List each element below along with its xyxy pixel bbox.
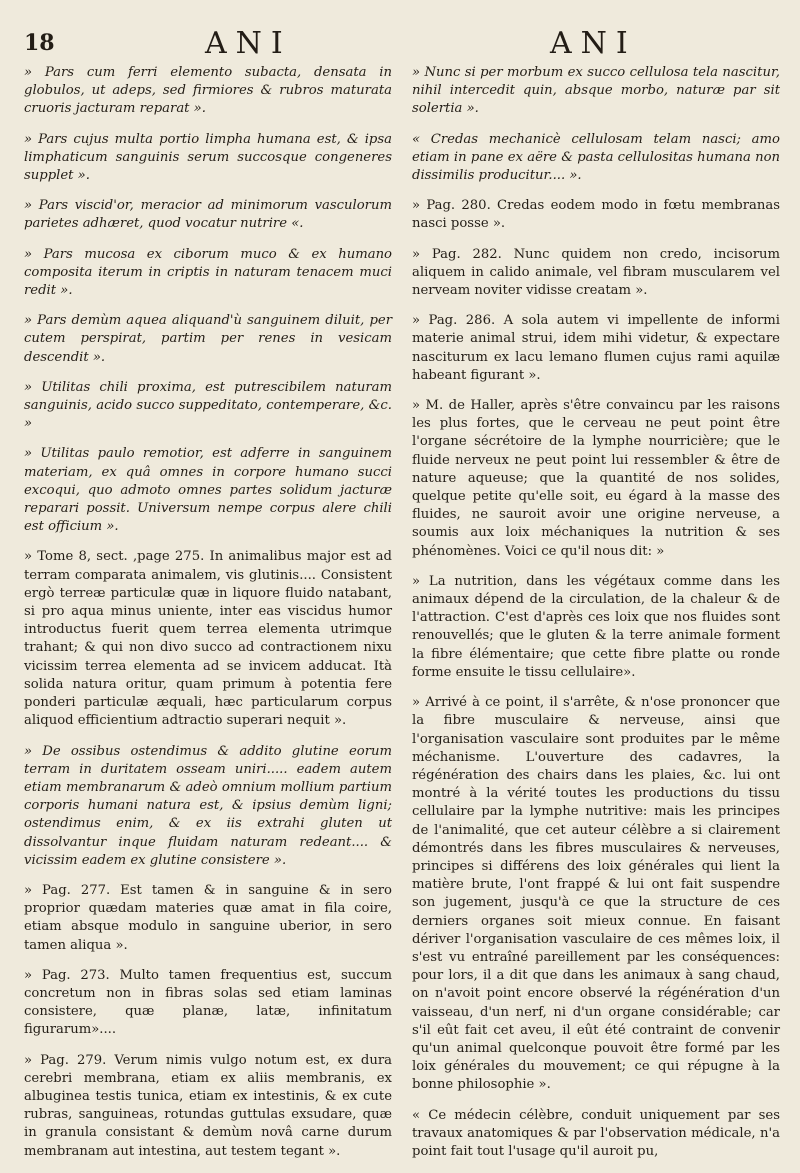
paragraph: » De ossibus ostendimus & addito glutine eorum terram in duritatem osseam uniri..... eadem autem etiam membranarum & adeò omnium mollium partium corporis humani natura est, & ipsius demùm ligni; ostendimus enim, & ex iis extrahi gluten ut dissolvantur inque fluidam naturam redeant.... & vicissim eadem ex glutine consistere ».	[24, 743, 392, 868]
paragraph: » Pag. 280. Credas eodem modo in fœtu membranas nasci posse ».	[412, 198, 780, 232]
paragraph: » Tome 8, sect. ,page 275. In animalibus major est ad terram comparata animalem, vis glutinis.... Consistent ergò terreæ particulæ quæ in liquore fluido natabant, si pro aqua minus uniente, inter eas viscidus humor introductus fuerit quem terrea elementa utrimque trahant; & qui non divo succo ad contractionem nixu vicissim terrea elementa ad se invicem adducat. Ità solida natura oritur, quam primum à potentia fere ponderi particulæ æquali, hæc particularum corpus aliquod efficientium adtractio superari nequit ».	[24, 549, 392, 729]
paragraph: » Pag. 286. A sola autem vi impellente de informi materie animal strui, idem mihi videtur, & expectare nasciturum ex lacu lemano flumen cujus rami aquilæ habeant figurant ».	[412, 313, 780, 383]
paragraph: » Pag. 282. Nunc quidem non credo, incisorum aliquem in calido animale, vel fibram muscularem vel nerveam noviter vidisse creatam ».	[412, 246, 780, 299]
paragraph: » Pars cujus multa portio limpha humana est, & ipsa limphaticum sanguinis serum succosque congeneres supplet ».	[24, 131, 392, 184]
paragraph: « Ce médecin célèbre, conduit uniquement par ses travaux anatomiques & par l'observation médicale, n'a point fait tout l'usage qu'il auroit pu,	[412, 1107, 780, 1159]
paragraph: » Utilitas chili proxima, est putrescibilem naturam sanguinis, acido succo suppeditato, contemperare, &c. »	[24, 379, 392, 432]
running-head-right: ANI	[550, 26, 637, 61]
paragraph: » Pars mucosa ex ciborum muco & ex humano composita iterum in criptis in naturam tenacem muci redit ».	[24, 246, 392, 299]
page-number: 18	[24, 30, 55, 56]
right-column	[412, 64, 780, 1173]
paragraph: » Pars demùm aquea aliquand'ù sanguinem diluit, per cutem perspirat, partim per renes in vesicam descendit ».	[24, 313, 392, 365]
paragraph: » Pag. 277. Est tamen & in sanguine & in sero proprior quædam materies quæ amat in fila coire, etiam absque modulo in sanguine uberior, in sero tamen aliqua ».	[24, 882, 392, 953]
paragraph: » La nutrition, dans les végétaux comme dans les animaux dépend de la circulation, de la chaleur & de l'attraction. C'est d'après ces loix que nos fluides sont renouvellés; que le gluten & la terre animale forment la fibre élémentaire; que cette fibre platte ou ronde forme ensuite le tissu cellulaire».	[412, 573, 780, 680]
paragraph: » Pag. 273. Multo tamen frequentius est, succum concretum non in fibras solas sed etiam laminas consistere, quæ planæ, latæ, infinitatum figurarum»....	[24, 967, 392, 1038]
paragraph: » M. de Haller, après s'être convaincu par les raisons les plus fortes, que le cerveau ne peut point être l'organe sécrétoire de la lymphe nourricière; que le fluide nerveux ne peut point lui ressembler & être de nature aqueuse; que la quantité de nos solides, quelque petite qu'elle soit, eu égard à la masse des fluides, ne sauroit avoir une origine nerveuse, a soumis aux loix méchaniques la nutrition & ses phénomènes. Voici ce qu'il nous dit: »	[412, 398, 780, 559]
paragraph: » Pars cum ferri elemento subacta, densata in globulos, ut adeps, sed firmiores & rubros maturata cruoris jacturam reparat ».	[24, 65, 392, 117]
paragraph: » Pag. 279. Verum nimis vulgo notum est, ex dura cerebri membrana, etiam ex aliis membranis, ex albuginea testis tunica, etiam ex intestinis, & ex cute rubras, sanguineas, rotundas guttulas exsudare, quæ in granula consistant & demùm novâ carne durum membranam aut intestina, aut testem tegant ».	[24, 1052, 392, 1159]
left-column	[24, 64, 392, 1173]
paragraph: « Credas mechanicè cellulosam telam nasci; amo etiam in pane ex aëre & pasta cellulositas humana non dissimilis producitur.... ».	[412, 131, 780, 184]
paragraph: » Pars viscid'or, meracior ad minimorum vasculorum parietes adhæret, quod vocatur nutrire «.	[24, 198, 392, 232]
paragraph: » Utilitas paulo remotior, est adferre in sanguinem materiam, ex quâ omnes in corpore humano succi excoqui, quo admoto omnes partes solidum jacturæ reparari possit. Universum nempe corpus alere chili est officium ».	[24, 446, 392, 535]
running-head-left: ANI	[205, 26, 292, 61]
paragraph: » Nunc si per morbum ex succo cellulosa tela nascitur, nihil intercedit quin, absque morbo, naturæ par sit solertia ».	[412, 65, 780, 117]
paragraph: » Arrivé à ce point, il s'arrête, & n'ose prononcer que la fibre musculaire & nerveuse, ainsi que l'organisation vasculaire sont produites par le même méchanisme. L'ouverture des cadavres, la régénération des chairs dans les plaies, &c. lui ont montré à la vérité toutes les productions du tissu cellulaire par la lymphe nutritive: mais les principes de l'animalité, que cet auteur célèbre a si clairement démontrés dans les fibres musculaires & nerveuses, principes si différens des loix générales qui lient la matière brute, l'ont frappé & lui ont fait suspendre son jugement, jusqu'à ce que la structure de ces derniers organes soit mieux connue. En faisant dériver l'organisation vasculaire de ces mêmes loix, il s'est vu entraîné pareillement par les conséquences: pour lors, il a dit que dans les animaux à sang chaud, on n'avoit point encore observé la régénération d'un vaisseau, d'un nerf, ni d'un organe considérable; car s'il eût fait cet aveu, il eût été contraint de convenir qu'un animal quelconque pouvoit être formé par les loix générales du mouvement; ce qui répugne à la bonne philosophie ».	[412, 695, 780, 1093]
